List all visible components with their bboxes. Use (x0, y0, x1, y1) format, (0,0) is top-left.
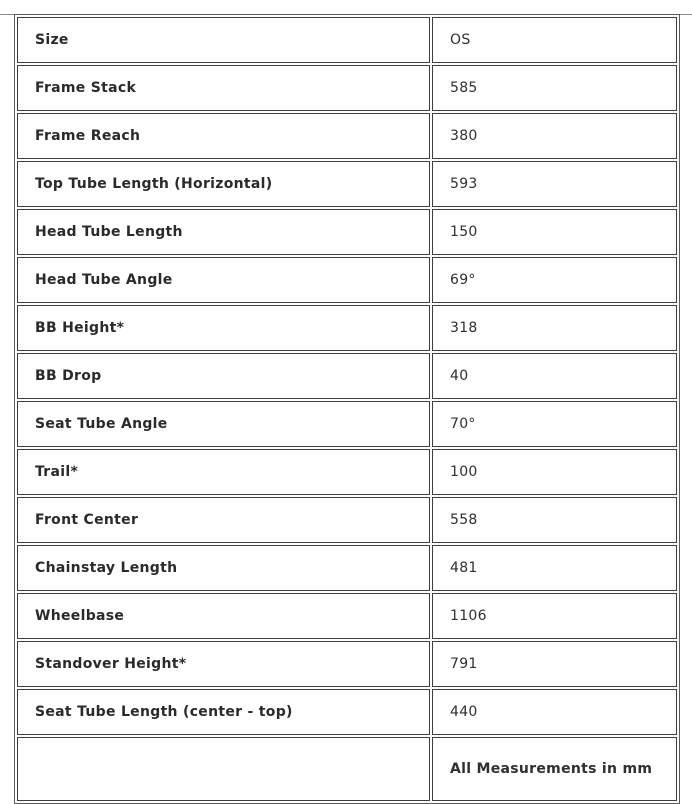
row-value: 150 (432, 209, 677, 255)
size-header-value: OS (432, 17, 677, 63)
footer-label (17, 737, 430, 801)
row-label: Seat Tube Angle (17, 401, 430, 447)
table-row (17, 113, 677, 159)
row-label: Front Center (17, 497, 430, 543)
row-label: Head Tube Length (17, 209, 430, 255)
row-label: Seat Tube Length (center - top) (17, 689, 430, 735)
units-note: All Measurements in mm (432, 737, 677, 801)
row-label: Frame Reach (17, 113, 430, 159)
table-row (17, 65, 677, 111)
row-value: 40 (432, 353, 677, 399)
row-label: BB Drop (17, 353, 430, 399)
row-label: Trail* (17, 449, 430, 495)
table-row (17, 593, 677, 639)
row-value: 70° (432, 401, 677, 447)
table-row (17, 257, 677, 303)
table-row (17, 497, 677, 543)
table-row (17, 305, 677, 351)
row-value: 593 (432, 161, 677, 207)
table-row (17, 545, 677, 591)
row-label: Top Tube Length (Horizontal) (17, 161, 430, 207)
row-value: 318 (432, 305, 677, 351)
table-row (17, 641, 677, 687)
row-value: 585 (432, 65, 677, 111)
row-label: Frame Stack (17, 65, 430, 111)
row-label: Head Tube Angle (17, 257, 430, 303)
table-row (17, 209, 677, 255)
table-row (17, 353, 677, 399)
row-label: Standover Height* (17, 641, 430, 687)
row-value: 380 (432, 113, 677, 159)
table-footer-row (17, 737, 677, 801)
row-label: BB Height* (17, 305, 430, 351)
table-row (17, 161, 677, 207)
row-value: 440 (432, 689, 677, 735)
row-value: 1106 (432, 593, 677, 639)
row-value: 100 (432, 449, 677, 495)
row-value: 791 (432, 641, 677, 687)
row-label: Wheelbase (17, 593, 430, 639)
table-row (17, 689, 677, 735)
table-header-row (17, 17, 677, 63)
size-header-label: Size (17, 17, 430, 63)
table-row (17, 449, 677, 495)
row-value: 481 (432, 545, 677, 591)
row-value: 69° (432, 257, 677, 303)
row-label: Chainstay Length (17, 545, 430, 591)
table-row (17, 401, 677, 447)
row-value: 558 (432, 497, 677, 543)
geometry-table (14, 14, 680, 804)
